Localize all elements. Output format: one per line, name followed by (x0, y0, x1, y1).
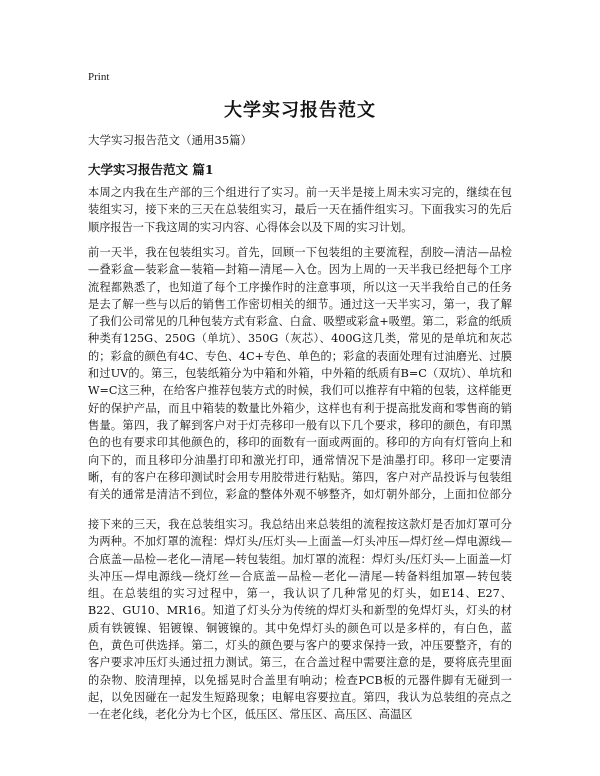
paragraph-packaging: 前一天半，我在包装组实习。首先，回顾一下包装组的主要流程，刮胶—清洁—品检—叠彩盒—装彩盒—装箱—封箱—清尾—入仓。因为上周的一天半我已经把每个工序流程都熟悉了，也知道了每个工序操作时的注意事项，所以这一天半我给自己的任务是去了解一些与以后的销售工作密切相关的细节。通过这一天半实习，第一，我了解了我们公司常见的几种包装方式有彩盒、白盒、吸塑或彩盒+吸塑。第二，彩盒的纸质种类有125G、250G（单坑）、350G（灰芯）、400G这几类，常见的是单坑和灰芯的；彩盒的颜色有4C、专色、4C+专色、单色的；彩盒的表面处理有过油磨光、过膜和过UV的。第三，包装纸箱分为中箱和外箱，中外箱的纸质有B=C（双坑）、单坑和W=C这三种，在给客户推荐包装方式的时候，我们可以推荐有中箱的包装，这样能更好的保护产品，而且中箱装的数量比外箱少，这样也有利于提高批发商和零售商的销售量。第四，我了解到客户对于灯壳移印一般有以下几个要求，移印的颜色，有印黑色的也有要求印其他颜色的，移印的面数有一面或两面的。移印的方向有灯管向上和向下的，而且移印分油墨打印和激光打印，通常情况下是油墨打印。移印一定要清晰，有的客户在移印测试时会用专用胶带进行粘贴。第四，客户对产品投诉与包装组有关的通常是清洁不到位，彩盒的整体外观不够整齐，如灯朝外部分，上面扣位部分 (88, 246, 512, 502)
document-title: 大学实习报告范文 (224, 100, 376, 121)
print-link[interactable]: Print (88, 71, 110, 83)
paragraph-assembly: 接下来的三天，我在总装组实习。我总结出来总装组的流程按这款灯是否加灯罩可分为两种。不加灯罩的流程：焊灯头/压灯头—上面盖—灯头冲压—焊灯丝—焊电源线—合底盖—品检—老化—清尾—转包装组。加灯罩的流程：焊灯头/压灯头—上面盖—灯头冲压—焊电源线—绕灯丝—合底盖—品检—老化—清尾—转备料组加罩—转包装组。在总装组的实习过程中，第一，我认识了几种常见的灯头，如E14、E27、B22、GU10、MR16。知道了灯头分为传统的焊灯头和新型的免焊灯头，灯头的材质有铁镀镍、铝镀镍、铜镀镍的。其中免焊灯头的颜色可以是多样的，有白色，蓝色，黄色可供选择。第二，灯头的颜色要与客户的要求保持一致，冲压要整齐，有的客户要求冲压灯头通过扭力测试。第三，在合盖过程中需要注意的是，要将底壳里面的杂物、胶清理掉，以免摇晃时合盖里有响动；检查PCB板的元器件脚有无碰到一起，以免因碰在一起发生短路现象；电解电容要拉直。第四，我认为总装组的亮点之一在老化线，老化分为七个区，低压区、常压区、高压区、高温区 (88, 518, 512, 722)
section-heading: 大学实习报告范文 篇1 (88, 162, 214, 177)
document-subtitle: 大学实习报告范文（通用35篇） (88, 133, 253, 147)
paragraph-intro: 本周之内我在生产部的三个组进行了实习。前一天半是接上周未实习完的，继续在包装组实习，接下来的三天在总装组实习，最后一天在插件组实习。下面我实习的先后顺序报告一下我这周的实习内容、心得体会以及下周的实习计划。 (88, 186, 512, 234)
